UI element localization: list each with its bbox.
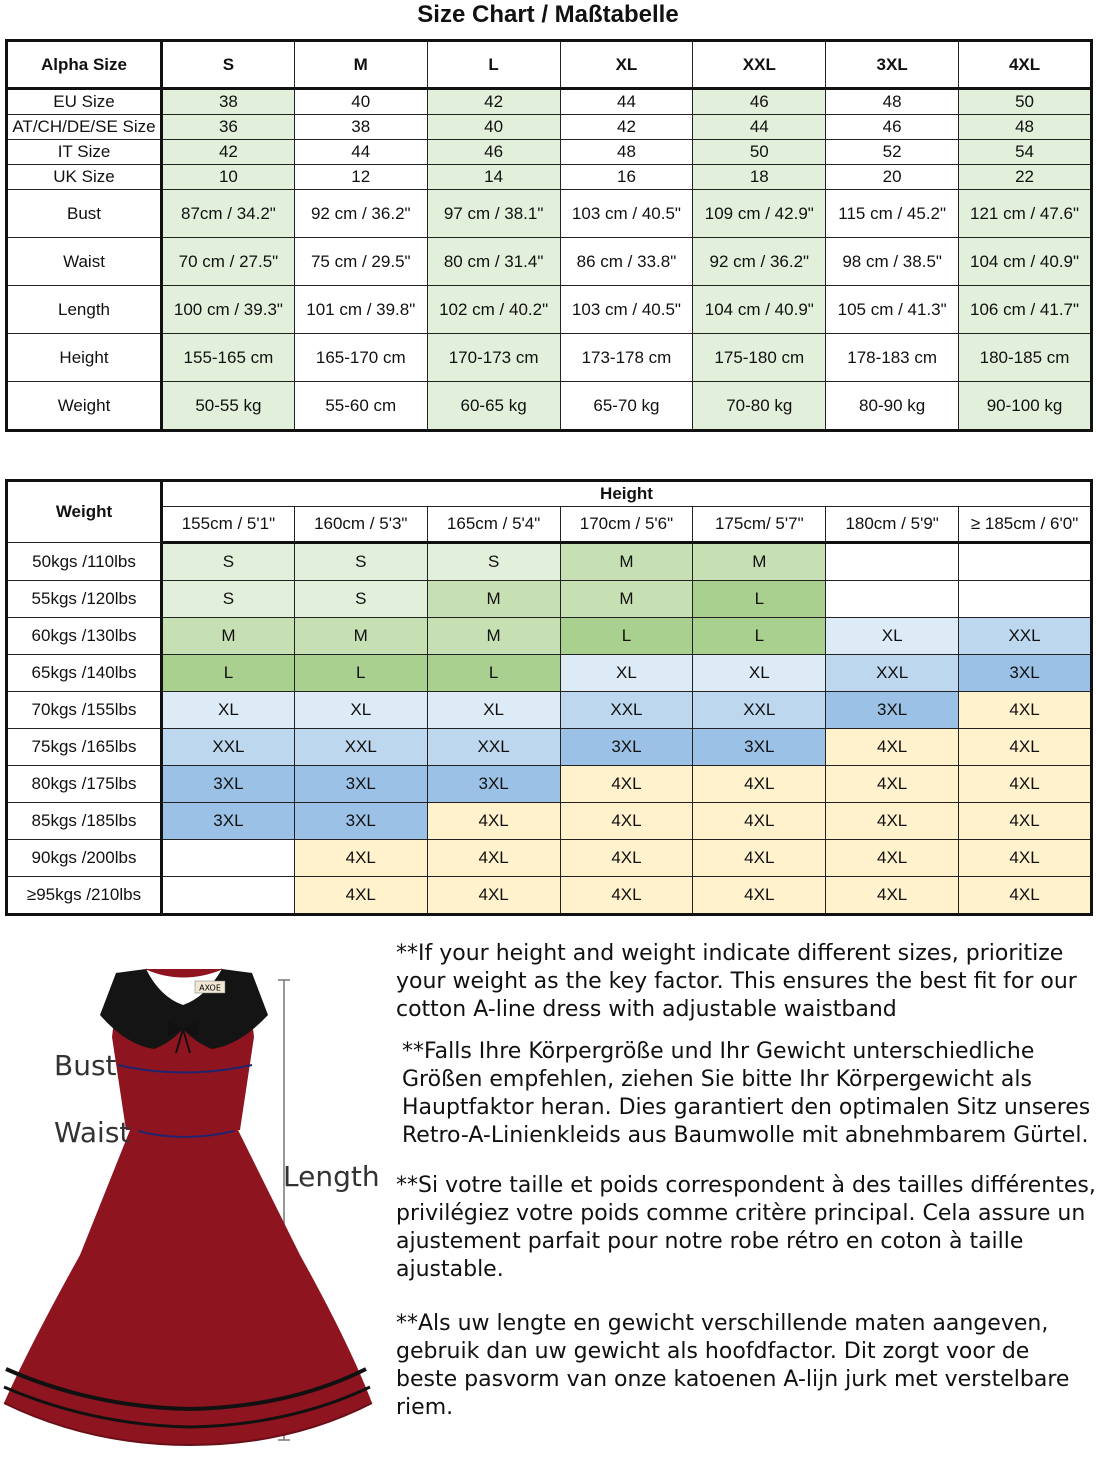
size-recommendation-cell: 4XL [294, 877, 427, 915]
size-recommendation-cell: 3XL [162, 766, 295, 803]
size-cell: 38 [162, 89, 295, 115]
size-cell: 60-65 kg [427, 382, 560, 431]
size-row-label: AT/CH/DE/SE Size [7, 115, 162, 140]
hw-row [7, 581, 1092, 618]
size-row [7, 165, 1092, 190]
size-table [5, 39, 1093, 432]
size-row [7, 190, 1092, 238]
size-cell: 165-170 cm [294, 334, 427, 382]
size-cell: 87cm / 34.2" [162, 190, 295, 238]
size-cell: 10 [162, 165, 295, 190]
height-column-header: 170cm / 5'6" [560, 507, 693, 543]
size-cell: 170-173 cm [427, 334, 560, 382]
size-row [7, 286, 1092, 334]
size-recommendation-cell [162, 840, 295, 877]
length-label: Length [283, 1160, 380, 1193]
size-recommendation-cell: 3XL [294, 766, 427, 803]
size-recommendation-cell: 4XL [826, 766, 959, 803]
note-dutch: **Als uw lengte en gewicht verschillende maten aangeven, gebruik dan uw gewicht als hoofdfactor. Dit zorgt voor de beste pasvorm van onze katoenen A-lijn jurk met verstelbare riem. [396, 1311, 1070, 1420]
size-cell: 98 cm / 38.5" [826, 238, 959, 286]
weight-row-label: 55kgs /120lbs [7, 581, 162, 618]
brand-tag-text: AXOE [199, 983, 221, 993]
size-recommendation-cell: 4XL [427, 803, 560, 840]
size-cell: 22 [959, 165, 1092, 190]
height-column-header: ≥ 185cm / 6'0" [959, 507, 1092, 543]
size-recommendation-cell: 3XL [959, 655, 1092, 692]
size-recommendation-cell: XXL [560, 692, 693, 729]
size-cell: 46 [826, 115, 959, 140]
size-recommendation-cell [959, 543, 1092, 581]
size-cell: 65-70 kg [560, 382, 693, 431]
size-recommendation-cell: 4XL [693, 877, 826, 915]
size-cell: 48 [560, 140, 693, 165]
size-cell: 155-165 cm [162, 334, 295, 382]
size-recommendation-cell: XXL [294, 729, 427, 766]
size-row-label: UK Size [7, 165, 162, 190]
size-recommendation-cell: 3XL [294, 803, 427, 840]
size-row-label: EU Size [7, 89, 162, 115]
size-cell: 48 [826, 89, 959, 115]
height-column-header: 155cm / 5'1" [162, 507, 295, 543]
height-column-header: 160cm / 5'3" [294, 507, 427, 543]
size-recommendation-cell: XL [294, 692, 427, 729]
size-recommendation-cell: 4XL [427, 840, 560, 877]
size-row [7, 115, 1092, 140]
weight-row-label: 85kgs /185lbs [7, 803, 162, 840]
size-recommendation-cell: S [162, 581, 295, 618]
size-recommendation-cell: XL [693, 655, 826, 692]
size-recommendation-cell: L [427, 655, 560, 692]
size-recommendation-cell: L [560, 618, 693, 655]
size-header: L [427, 41, 560, 89]
hw-row [7, 729, 1092, 766]
size-recommendation-cell: XL [560, 655, 693, 692]
size-cell: 80 cm / 31.4" [427, 238, 560, 286]
size-recommendation-cell: XXL [162, 729, 295, 766]
size-cell: 104 cm / 40.9" [959, 238, 1092, 286]
weight-header: Weight [7, 481, 162, 543]
weight-row-label: 80kgs /175lbs [7, 766, 162, 803]
height-column-header: 165cm / 5'4" [427, 507, 560, 543]
weight-row-label: 60kgs /130lbs [7, 618, 162, 655]
size-header: 3XL [826, 41, 959, 89]
size-recommendation-cell: XL [162, 692, 295, 729]
size-cell: 178-183 cm [826, 334, 959, 382]
size-header: M [294, 41, 427, 89]
size-cell: 44 [693, 115, 826, 140]
size-cell: 52 [826, 140, 959, 165]
size-cell: 80-90 kg [826, 382, 959, 431]
size-cell: 101 cm / 39.8" [294, 286, 427, 334]
alpha-size-header: Alpha Size [7, 41, 162, 89]
size-recommendation-cell [162, 877, 295, 915]
size-recommendation-cell: 4XL [294, 840, 427, 877]
size-recommendation-cell: 4XL [826, 877, 959, 915]
notes [396, 940, 1096, 1422]
weight-row-label: 90kgs /200lbs [7, 840, 162, 877]
size-cell: 46 [693, 89, 826, 115]
size-row-label: Weight [7, 382, 162, 431]
size-table-header [7, 41, 1092, 89]
hw-row [7, 692, 1092, 729]
size-recommendation-cell: 3XL [560, 729, 693, 766]
size-row [7, 382, 1092, 431]
size-header: 4XL [959, 41, 1092, 89]
hw-heights-row [7, 507, 1092, 543]
size-recommendation-cell: L [162, 655, 295, 692]
size-recommendation-cell: S [294, 581, 427, 618]
size-cell: 50-55 kg [162, 382, 295, 431]
hw-row [7, 840, 1092, 877]
size-row-label: Height [7, 334, 162, 382]
size-recommendation-cell: S [162, 543, 295, 581]
weight-row-label: 75kgs /165lbs [7, 729, 162, 766]
weight-row-label: 50kgs /110lbs [7, 543, 162, 581]
size-row [7, 89, 1092, 115]
size-recommendation-cell: 4XL [826, 803, 959, 840]
size-cell: 40 [427, 115, 560, 140]
size-recommendation-cell: 3XL [162, 803, 295, 840]
size-row-label: Waist [7, 238, 162, 286]
size-cell: 46 [427, 140, 560, 165]
size-cell: 92 cm / 36.2" [693, 238, 826, 286]
size-recommendation-cell: 4XL [427, 877, 560, 915]
size-recommendation-cell: 4XL [959, 803, 1092, 840]
height-header: Height [162, 481, 1092, 507]
size-recommendation-cell: M [560, 581, 693, 618]
size-recommendation-cell: XXL [427, 729, 560, 766]
size-cell: 12 [294, 165, 427, 190]
hw-row [7, 877, 1092, 915]
size-recommendation-cell: S [294, 543, 427, 581]
size-cell: 55-60 cm [294, 382, 427, 431]
size-recommendation-cell: XXL [959, 618, 1092, 655]
size-recommendation-cell: 4XL [560, 877, 693, 915]
dress-neckline [146, 969, 222, 977]
size-cell: 103 cm / 40.5" [560, 286, 693, 334]
size-recommendation-cell: M [560, 543, 693, 581]
size-recommendation-cell: XL [826, 618, 959, 655]
height-column-header: 180cm / 5'9" [826, 507, 959, 543]
size-cell: 90-100 kg [959, 382, 1092, 431]
size-recommendation-cell: 4XL [959, 692, 1092, 729]
size-recommendation-cell: M [693, 543, 826, 581]
size-recommendation-cell [826, 543, 959, 581]
size-recommendation-cell: XXL [693, 692, 826, 729]
size-cell: 75 cm / 29.5" [294, 238, 427, 286]
size-row [7, 334, 1092, 382]
size-cell: 38 [294, 115, 427, 140]
size-row [7, 238, 1092, 286]
size-cell: 103 cm / 40.5" [560, 190, 693, 238]
height-weight-table [5, 479, 1093, 916]
size-row [7, 140, 1092, 165]
note-german: **Falls Ihre Körpergröße und Ihr Gewicht unterschiedliche Größen empfehlen, ziehen Sie bitte Ihr Körpergewicht als Hauptfaktor heran. Dies garantiert den optimalen Sitz unseres Retro-A-Linienkleids aus Baumwolle mit abnehmbarem Gürtel. [402, 1039, 1091, 1148]
size-cell: 104 cm / 40.9" [693, 286, 826, 334]
size-cell: 115 cm / 45.2" [826, 190, 959, 238]
size-recommendation-cell: M [427, 618, 560, 655]
weight-row-label: ≥95kgs /210lbs [7, 877, 162, 915]
size-recommendation-cell: 3XL [693, 729, 826, 766]
weight-row-label: 70kgs /155lbs [7, 692, 162, 729]
hw-row [7, 803, 1092, 840]
size-cell: 105 cm / 41.3" [826, 286, 959, 334]
size-recommendation-cell: 4XL [693, 803, 826, 840]
size-cell: 97 cm / 38.1" [427, 190, 560, 238]
size-recommendation-cell: 4XL [959, 877, 1092, 915]
size-cell: 86 cm / 33.8" [560, 238, 693, 286]
size-recommendation-cell: 3XL [826, 692, 959, 729]
size-cell: 180-185 cm [959, 334, 1092, 382]
note-french: **Si votre taille et poids correspondent à des tailles différentes, privilégiez votre poids comme critère principal. Cela assure un ajustement parfait pour notre robe rétro en coton à taille ajustable. [396, 1173, 1096, 1282]
size-cell: 16 [560, 165, 693, 190]
size-row-label: Bust [7, 190, 162, 238]
size-cell: 121 cm / 47.6" [959, 190, 1092, 238]
size-cell: 50 [959, 89, 1092, 115]
size-recommendation-cell: 4XL [693, 766, 826, 803]
hw-header-row [7, 481, 1092, 507]
size-recommendation-cell [826, 581, 959, 618]
size-cell: 106 cm / 41.7" [959, 286, 1092, 334]
size-cell: 50 [693, 140, 826, 165]
size-cell: 175-180 cm [693, 334, 826, 382]
size-recommendation-cell: S [427, 543, 560, 581]
size-cell: 40 [294, 89, 427, 115]
size-recommendation-cell: 4XL [560, 803, 693, 840]
size-recommendation-cell: 4XL [826, 729, 959, 766]
size-cell: 14 [427, 165, 560, 190]
waist-label: Waist [54, 1116, 131, 1149]
size-recommendation-cell: XL [427, 692, 560, 729]
size-cell: 44 [294, 140, 427, 165]
height-column-header: 175cm/ 5'7" [693, 507, 826, 543]
size-cell: 54 [959, 140, 1092, 165]
size-row-label: Length [7, 286, 162, 334]
hw-row [7, 766, 1092, 803]
size-recommendation-cell: M [162, 618, 295, 655]
size-header: S [162, 41, 295, 89]
page-title: Size Chart / Maßtabelle [417, 1, 679, 28]
note-english: **If your height and weight indicate different sizes, prioritize your weight as the key factor. This ensures the best fit for our cotton A-line dress with adjustable waistband [396, 941, 1077, 1022]
size-recommendation-cell: M [294, 618, 427, 655]
size-cell: 44 [560, 89, 693, 115]
size-cell: 70-80 kg [693, 382, 826, 431]
size-cell: 20 [826, 165, 959, 190]
hw-row [7, 655, 1092, 692]
size-cell: 42 [162, 140, 295, 165]
size-cell: 48 [959, 115, 1092, 140]
size-recommendation-cell: 4XL [959, 766, 1092, 803]
size-recommendation-cell: 3XL [427, 766, 560, 803]
size-recommendation-cell: M [427, 581, 560, 618]
dress-illustration [0, 925, 390, 1465]
size-recommendation-cell: 4XL [826, 840, 959, 877]
size-recommendation-cell: XXL [826, 655, 959, 692]
size-cell: 70 cm / 27.5" [162, 238, 295, 286]
size-cell: 42 [560, 115, 693, 140]
size-recommendation-cell: 4XL [560, 766, 693, 803]
size-cell: 18 [693, 165, 826, 190]
size-cell: 102 cm / 40.2" [427, 286, 560, 334]
size-cell: 42 [427, 89, 560, 115]
size-recommendation-cell: L [693, 581, 826, 618]
size-cell: 36 [162, 115, 295, 140]
size-recommendation-cell: L [693, 618, 826, 655]
size-recommendation-cell: 4XL [560, 840, 693, 877]
size-cell: 173-178 cm [560, 334, 693, 382]
hw-row [7, 543, 1092, 581]
hw-row [7, 618, 1092, 655]
size-recommendation-cell: 4XL [693, 840, 826, 877]
size-recommendation-cell: L [294, 655, 427, 692]
size-cell: 109 cm / 42.9" [693, 190, 826, 238]
weight-row-label: 65kgs /140lbs [7, 655, 162, 692]
bust-label: Bust [54, 1049, 117, 1082]
size-recommendation-cell: 4XL [959, 840, 1092, 877]
size-header: XL [560, 41, 693, 89]
size-row-label: IT Size [7, 140, 162, 165]
size-recommendation-cell: 4XL [959, 729, 1092, 766]
size-recommendation-cell [959, 581, 1092, 618]
size-cell: 100 cm / 39.3" [162, 286, 295, 334]
size-cell: 92 cm / 36.2" [294, 190, 427, 238]
size-header: XXL [693, 41, 826, 89]
